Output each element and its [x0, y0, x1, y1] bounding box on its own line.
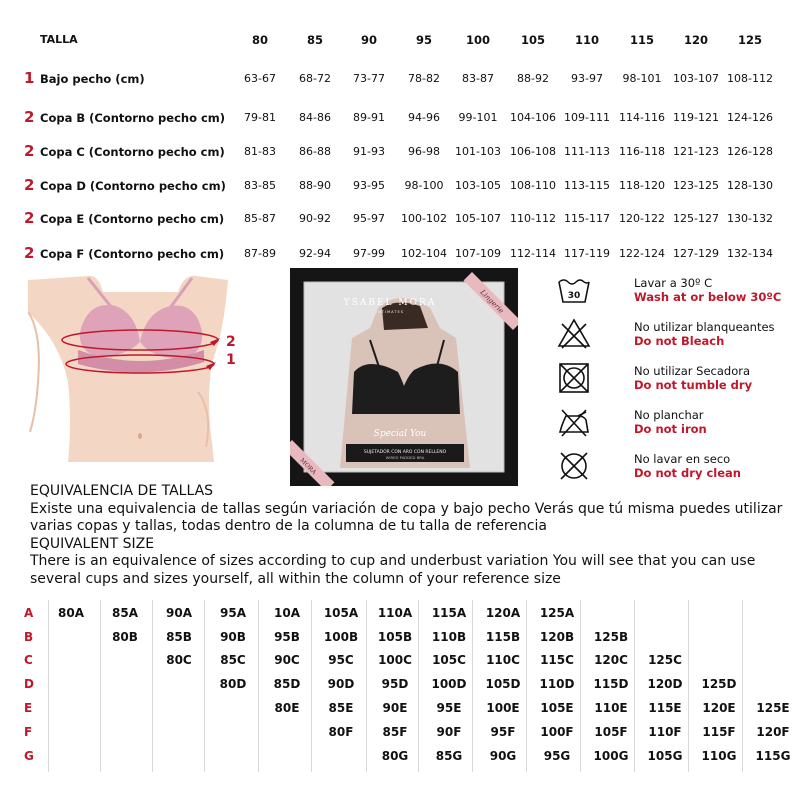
no-tumble-dry-icon [556, 360, 592, 396]
size-value-cell: 88-92 [517, 72, 549, 85]
size-value-cell: 105-107 [455, 212, 501, 225]
care-item [552, 360, 792, 400]
product-script: Special You [373, 429, 427, 439]
care-item [552, 404, 792, 444]
size-value-cell: 81-83 [244, 145, 276, 158]
size-value-cell: 96-98 [408, 145, 440, 158]
size-value-cell: 94-96 [408, 111, 440, 124]
equivalent-size-cell: 110A [377, 606, 413, 620]
equivalent-size-cell: 110E [594, 701, 628, 715]
header-label: TALLA [40, 33, 78, 46]
size-value-cell: 110-112 [510, 212, 556, 225]
care-text-es: Lavar a 30º C [634, 276, 713, 290]
size-value-cell: 125-127 [673, 212, 719, 225]
size-value-cell: 89-91 [353, 111, 385, 124]
equivalent-size-cell: 95E [436, 701, 462, 715]
equivalent-size-cell: 120A [485, 606, 521, 620]
cup-letter: C [24, 653, 33, 667]
size-table-row [0, 244, 800, 267]
equivalent-size-cell: 80B [112, 630, 138, 644]
care-text-en: Do not dry clean [634, 466, 741, 480]
equivalent-size-cell: 115C [540, 653, 574, 667]
body-es-line-2: varias copas y tallas, todas dentro de la columna de tu talla de referencia [30, 518, 547, 534]
equivalent-size-cell: 115G [755, 749, 791, 763]
size-header-cell: 115 [629, 33, 654, 47]
equivalent-size-cell: 80C [166, 653, 192, 667]
size-table-row [0, 69, 800, 92]
size-value-cell: 123-125 [673, 179, 719, 192]
equivalent-size-cell: 125C [648, 653, 682, 667]
title-es: EQUIVALENCIA DE TALLAS [30, 483, 214, 499]
body-en-line-2: several cups and sizes yourself, all within the column of your reference size [30, 570, 561, 587]
size-header-cell: 85 [306, 33, 323, 47]
size-value-cell: 117-119 [564, 247, 610, 260]
no-dry-clean-icon [556, 448, 592, 484]
equivalent-size-cell: 90D [327, 677, 355, 691]
size-value-cell: 88-90 [299, 179, 331, 192]
care-text-es: No utilizar Secadora [634, 364, 750, 378]
care-text-es: No planchar [634, 408, 704, 422]
size-value-cell: 121-123 [673, 145, 719, 158]
size-table-row [0, 142, 800, 165]
size-value-cell: 79-81 [244, 111, 276, 124]
size-value-cell: 113-115 [564, 179, 610, 192]
equivalent-size-cell: 125D [701, 677, 737, 691]
size-table-row [0, 108, 800, 131]
equivalent-size-cell: 125B [593, 630, 629, 644]
size-value-cell: 93-97 [571, 72, 603, 85]
marker-1: 1 [226, 352, 236, 368]
size-value-cell: 103-105 [455, 179, 501, 192]
equivalent-size-cell: 85F [382, 725, 408, 739]
size-value-cell: 98-100 [404, 179, 444, 192]
grid-divider [100, 600, 101, 772]
body-en-line-1: There is an equivalence of sizes according to cup and underbust variation You will see that you can use [30, 553, 756, 569]
size-value-cell: 84-86 [299, 111, 331, 124]
size-value-cell: 128-130 [727, 179, 773, 192]
equivalent-size-cell: 90C [274, 653, 300, 667]
equivalent-size-cell: 120B [539, 630, 575, 644]
size-header-cell: 105 [520, 33, 545, 47]
equivalent-size-cell: 120D [647, 677, 683, 691]
equivalent-size-cell: 90F [436, 725, 462, 739]
equivalent-size-cell: 100G [593, 749, 629, 763]
row-marker: 2 [24, 108, 35, 126]
equivalent-size-cell: 80E [274, 701, 300, 715]
equivalent-size-cell: 110F [648, 725, 682, 739]
grid-divider [152, 600, 153, 772]
equivalent-size-cell: 100C [378, 653, 412, 667]
size-value-cell: 116-118 [619, 145, 665, 158]
size-header-cell: 90 [360, 33, 377, 47]
size-value-cell: 114-116 [619, 111, 665, 124]
wash-temperature: 30 [567, 291, 581, 301]
size-value-cell: 63-67 [244, 72, 276, 85]
size-value-cell: 108-112 [727, 72, 773, 85]
size-value-cell: 103-107 [673, 72, 719, 85]
cup-letter: A [24, 606, 34, 620]
equivalent-size-cell: 115B [485, 630, 521, 644]
row-label: Copa B (Contorno pecho cm) [40, 111, 226, 125]
size-header-cell: 100 [465, 33, 490, 47]
equivalent-size-cell: 95C [328, 653, 354, 667]
equivalent-size-cell: 105D [485, 677, 521, 691]
size-value-cell: 102-104 [401, 247, 447, 260]
equivalent-size-cell: 100E [486, 701, 520, 715]
equivalent-size-cell: 80A [58, 606, 84, 620]
size-value-cell: 108-110 [510, 179, 556, 192]
equivalent-size-cell: 95F [490, 725, 516, 739]
care-item [552, 272, 792, 312]
size-value-cell: 97-99 [353, 247, 385, 260]
size-value-cell: 120-122 [619, 212, 665, 225]
equivalent-size-cell: 120F [756, 725, 790, 739]
equivalent-size-cell: 85G [435, 749, 463, 763]
size-value-cell: 78-82 [408, 72, 440, 85]
size-value-cell: 124-126 [727, 111, 773, 124]
size-value-cell: 87-89 [244, 247, 276, 260]
size-table-row [0, 209, 800, 232]
equivalent-size-cell: 120C [594, 653, 628, 667]
body-es-line-1: Existe una equivalencia de tallas según variación de copa y bajo pecho Verás que tú misma puedes utilizar [30, 500, 783, 517]
equivalent-size-cell: 125E [756, 701, 790, 715]
equivalent-size-cell: 90G [489, 749, 517, 763]
size-table-header [0, 33, 800, 53]
row-marker: 2 [24, 209, 35, 227]
grid-divider [48, 600, 49, 772]
equivalent-size-cell: 100B [323, 630, 359, 644]
care-item [552, 448, 792, 488]
care-text-es: No utilizar blanqueantes [634, 320, 775, 334]
equivalent-size-cell: 105A [323, 606, 359, 620]
ribbon-top: Lingerie [478, 288, 506, 316]
equivalent-size-cell: 95G [543, 749, 571, 763]
size-value-cell: 83-87 [462, 72, 494, 85]
row-label: Bajo pecho (cm) [40, 72, 145, 86]
size-header-cell: 80 [251, 33, 268, 47]
product-packaging-image [290, 268, 518, 486]
size-value-cell: 119-121 [673, 111, 719, 124]
product-brand: YSABEL MORA [343, 298, 437, 308]
equivalent-size-cell: 95B [274, 630, 300, 644]
size-value-cell: 90-92 [299, 212, 331, 225]
equivalent-size-cell: 95D [381, 677, 409, 691]
equivalent-size-cell: 120E [702, 701, 736, 715]
grid-divider [204, 600, 205, 772]
equivalent-size-cell: 110C [486, 653, 520, 667]
size-value-cell: 126-128 [727, 145, 773, 158]
size-value-cell: 104-106 [510, 111, 556, 124]
care-text-en: Do not Bleach [634, 334, 725, 348]
size-value-cell: 92-94 [299, 247, 331, 260]
equivalent-size-cell: 95A [220, 606, 246, 620]
equivalent-size-cell: 80G [381, 749, 409, 763]
size-value-cell: 93-95 [353, 179, 385, 192]
size-value-cell: 99-101 [458, 111, 498, 124]
size-value-cell: 68-72 [299, 72, 331, 85]
care-text-en: Do not iron [634, 422, 707, 436]
care-text-en: Do not tumble dry [634, 378, 753, 392]
equivalent-size-cell: 85B [166, 630, 192, 644]
equivalent-size-cell: 115A [431, 606, 467, 620]
equivalent-size-cell: 90E [382, 701, 408, 715]
equivalent-size-cell: 105G [647, 749, 683, 763]
torso-illustration [28, 272, 258, 462]
size-value-cell: 130-132 [727, 212, 773, 225]
row-label: Copa F (Contorno pecho cm) [40, 247, 225, 261]
care-item [552, 316, 792, 356]
size-value-cell: 98-101 [622, 72, 662, 85]
size-value-cell: 115-117 [564, 212, 610, 225]
cup-letter: F [24, 725, 33, 739]
row-label: Copa E (Contorno pecho cm) [40, 212, 225, 226]
row-marker: 2 [24, 176, 35, 194]
size-value-cell: 85-87 [244, 212, 276, 225]
equivalent-size-cell: 90B [220, 630, 246, 644]
equivalent-size-cell: 100F [540, 725, 574, 739]
product-brand-sub: INTIMATES [375, 310, 405, 314]
row-label: Copa D (Contorno pecho cm) [40, 179, 226, 193]
wash-30-icon [556, 272, 592, 308]
size-value-cell: 122-124 [619, 247, 665, 260]
size-value-cell: 100-102 [401, 212, 447, 225]
size-header-cell: 110 [574, 33, 599, 47]
size-equivalence-info [30, 483, 790, 588]
size-value-cell: 111-113 [564, 145, 610, 158]
row-marker: 1 [24, 69, 35, 87]
equivalent-size-cell: 110D [539, 677, 575, 691]
equivalent-size-cell: 105F [594, 725, 628, 739]
no-iron-icon [556, 404, 592, 440]
size-value-cell: 107-109 [455, 247, 501, 260]
equivalent-size-cell: 90A [166, 606, 192, 620]
care-text-es: No lavar en seco [634, 452, 731, 466]
size-value-cell: 106-108 [510, 145, 556, 158]
title-en: EQUIVALENT SIZE [30, 535, 155, 552]
equivalent-size-cell: 110G [701, 749, 737, 763]
size-value-cell: 112-114 [510, 247, 556, 260]
size-value-cell: 101-103 [455, 145, 501, 158]
equivalent-size-cell: 85C [220, 653, 246, 667]
equivalent-size-cell: 85D [273, 677, 301, 691]
marker-2: 2 [226, 334, 236, 350]
equivalent-size-cell: 100D [431, 677, 467, 691]
size-header-cell: 95 [415, 33, 432, 47]
equivalent-size-cell: 115E [648, 701, 682, 715]
equivalent-size-cell: 105C [432, 653, 466, 667]
equivalent-size-cell: 10A [274, 606, 300, 620]
row-marker: 2 [24, 142, 35, 160]
size-value-cell: 109-111 [564, 111, 610, 124]
equivalent-size-cell: 105E [540, 701, 574, 715]
size-value-cell: 95-97 [353, 212, 385, 225]
size-header-cell: 125 [737, 33, 762, 47]
row-label: Copa C (Contorno pecho cm) [40, 145, 225, 159]
cup-letter: E [24, 701, 33, 715]
cup-letter: D [24, 677, 34, 691]
size-value-cell: 118-120 [619, 179, 665, 192]
care-text-en: Wash at or below 30ºC [634, 290, 782, 304]
equivalent-size-cell: 80F [328, 725, 354, 739]
cup-letter: B [24, 630, 34, 644]
equivalent-size-cell: 125A [539, 606, 575, 620]
equivalence-grid [0, 600, 800, 800]
ribbon-bottom-brand: MORA [298, 456, 318, 477]
equivalent-size-cell: 110B [431, 630, 467, 644]
cup-letter: G [24, 749, 34, 763]
equivalent-size-cell: 80D [219, 677, 247, 691]
size-value-cell: 132-134 [727, 247, 773, 260]
size-table-row [0, 176, 800, 199]
equivalent-size-cell: 115D [593, 677, 629, 691]
measurement-diagram [28, 272, 258, 462]
equivalent-size-cell: 105B [377, 630, 413, 644]
product-caption-sub: WIRED PADDED BRA [385, 455, 425, 460]
size-value-cell: 127-129 [673, 247, 719, 260]
no-bleach-icon [556, 316, 592, 352]
size-value-cell: 73-77 [353, 72, 385, 85]
size-value-cell: 86-88 [299, 145, 331, 158]
equivalent-size-cell: 115F [702, 725, 736, 739]
size-value-cell: 91-93 [353, 145, 385, 158]
equivalent-size-cell: 85A [112, 606, 138, 620]
equivalent-size-cell: 85E [328, 701, 354, 715]
size-value-cell: 83-85 [244, 179, 276, 192]
size-header-cell: 120 [683, 33, 708, 47]
row-marker: 2 [24, 244, 35, 262]
product-caption: SUJETADOR CON ARO CON RELLENO [363, 450, 447, 455]
